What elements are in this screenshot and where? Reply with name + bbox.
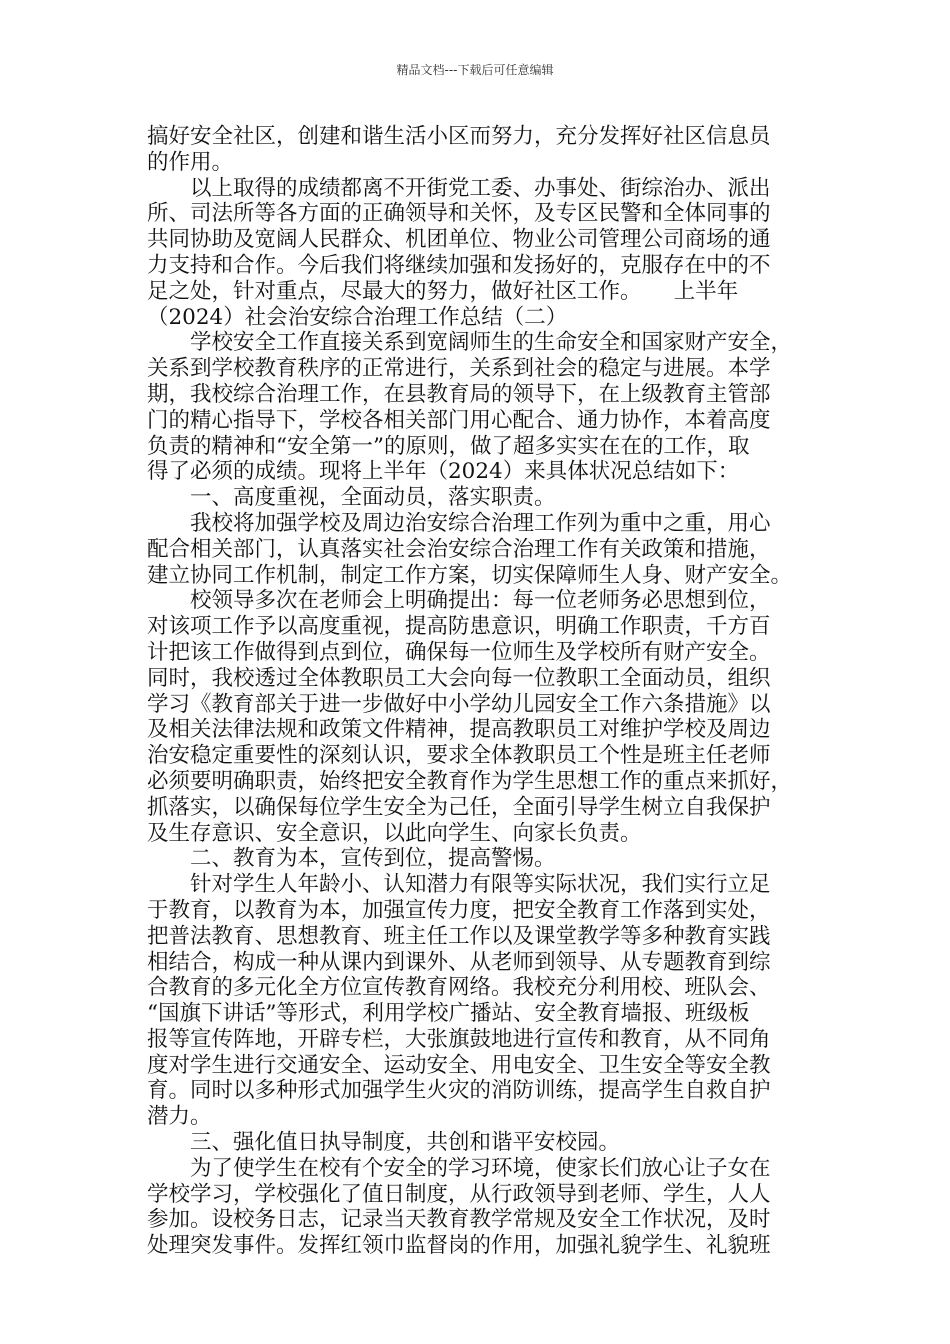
text-line: 配合相关部门，认真落实社会治安综合治理工作有关政策和措施，: [147, 536, 771, 562]
text-line: 及相关法律法规和政策文件精神，提高教职员工对维护学校及周边: [147, 717, 771, 743]
text-line: 必须要明确职责，始终把安全教育作为学生思想工作的重点来抓好，: [147, 768, 793, 794]
text-line: 校领导多次在老师会上明确提出：每一位老师务必思想到位，: [190, 588, 771, 614]
text-line: 足之处，针对重点，尽最大的努力，做好社区工作。 上半年: [147, 278, 739, 304]
text-line: 门的精心指导下，学校各相关部门用心配合、通力协作，本着高度: [147, 407, 771, 433]
text-line: 的作用。: [147, 149, 234, 175]
text-line: 搞好安全社区，创建和谐生活小区而努力，充分发挥好社区信息员: [147, 124, 771, 149]
text-line: 一、高度重视，全面动员，落实职责。: [190, 485, 556, 511]
text-line: 学校安全工作直接关系到宽阔师生的生命安全和国家财产安全，: [190, 330, 793, 356]
text-line: 期，我校综合治理工作，在县教育局的领导下，在上级教育主管部: [147, 381, 771, 407]
text-line: 抓落实，以确保每位学生安全为己任，全面引导学生树立自我保护: [147, 794, 771, 820]
text-line: 于教育，以教育为本，加强宣传力度，把安全教育工作落到实处，: [147, 897, 771, 923]
text-line: 同时，我校透过全体教职员工大会向每一位教职工全面动员，组织: [147, 665, 771, 691]
text-line: 度对学生进行交通安全、运动安全、用电安全、卫生安全等安全教: [147, 1052, 771, 1078]
text-line: 二、教育为本，宣传到位，提高警惕。: [190, 846, 556, 872]
text-line: 潜力。: [147, 1104, 212, 1130]
text-line: 共同协助及宽阔人民群众、机团单位、物业公司管理公司商场的通: [147, 227, 771, 253]
text-line: 参加。设校务日志，记录当天教育教学常规及安全工作状况，及时: [147, 1207, 771, 1233]
text-line: 力支持和合作。今后我们将继续加强和发扬好的，克服存在中的不: [147, 252, 771, 278]
text-line: 针对学生人年龄小、认知潜力有限等实际状况，我们实行立足: [190, 872, 771, 898]
text-line: 及生存意识、安全意识，以此向学生、向家长负责。: [147, 820, 642, 846]
text-line: 学校学习，学校强化了值日制度，从行政领导到老师、学生，人人: [147, 1181, 771, 1207]
text-line: 育。同时以多种形式加强学生火灾的消防训练，提高学生自救自护: [147, 1078, 771, 1104]
document-body: [147, 124, 807, 1259]
text-line: 三、强化值日执导制度，共创和谐平安校园。: [190, 1130, 621, 1156]
text-line: 负责的精神和“安全第一”的原则，做了超多实实在在的工作，取: [147, 433, 750, 459]
page-header: 精品文档---下载后可任意编辑: [396, 63, 554, 77]
text-line: 我校将加强学校及周边治安综合治理工作列为重中之重，用心: [190, 510, 771, 536]
text-line: 报等宣传阵地，开辟专栏，大张旗鼓地进行宣传和教育，从不同角: [147, 1026, 771, 1052]
text-line: 所、司法所等各方面的正确领导和关怀，及专区民警和全体同事的: [147, 201, 771, 227]
text-line: 关系到学校教育秩序的正常进行，关系到社会的稳定与进展。本学: [147, 356, 771, 382]
text-line: 把普法教育、思想教育、班主任工作以及课堂教学等多种教育实践: [147, 923, 771, 949]
text-line: 以上取得的成绩都离不开街党工委、办事处、街综治办、派出: [190, 175, 771, 201]
text-line: 相结合，构成一种从课内到课外、从老师到领导、从专题教育到综: [147, 949, 771, 975]
text-line: “国旗下讲话”等形式，利用学校广播站、安全教育墙报、班级板: [147, 1001, 750, 1027]
text-line: 治安稳定重要性的深刻认识，要求全体教职员工个性是班主任老师: [147, 743, 771, 769]
text-line: 处理突发事件。发挥红领巾监督岗的作用，加强礼貌学生、礼貌班: [147, 1233, 771, 1259]
text-line: 得了必须的成绩。现将上半年（2024）来具体状况总结如下：: [147, 459, 740, 485]
text-line: 学习《教育部关于进一步做好中小学幼儿园安全工作六条措施》以: [147, 691, 771, 717]
text-line: 为了使学生在校有个安全的学习环境，使家长们放心让子女在: [190, 1155, 771, 1181]
text-line: 对该项工作予以高度重视，提高防患意识，明确工作职责，千方百: [147, 614, 771, 640]
text-line: 合教育的多元化全方位宣传教育网络。我校充分利用校、班队会、: [147, 975, 771, 1001]
text-line: （2024）社会治安综合治理工作总结（二）: [147, 304, 568, 330]
text-line: 计把该工作做得到点到位，确保每一位师生及学校所有财产安全。: [147, 639, 771, 665]
text-line: 建立协同工作机制，制定工作方案，切实保障师生人身、财产安全。: [147, 562, 793, 588]
